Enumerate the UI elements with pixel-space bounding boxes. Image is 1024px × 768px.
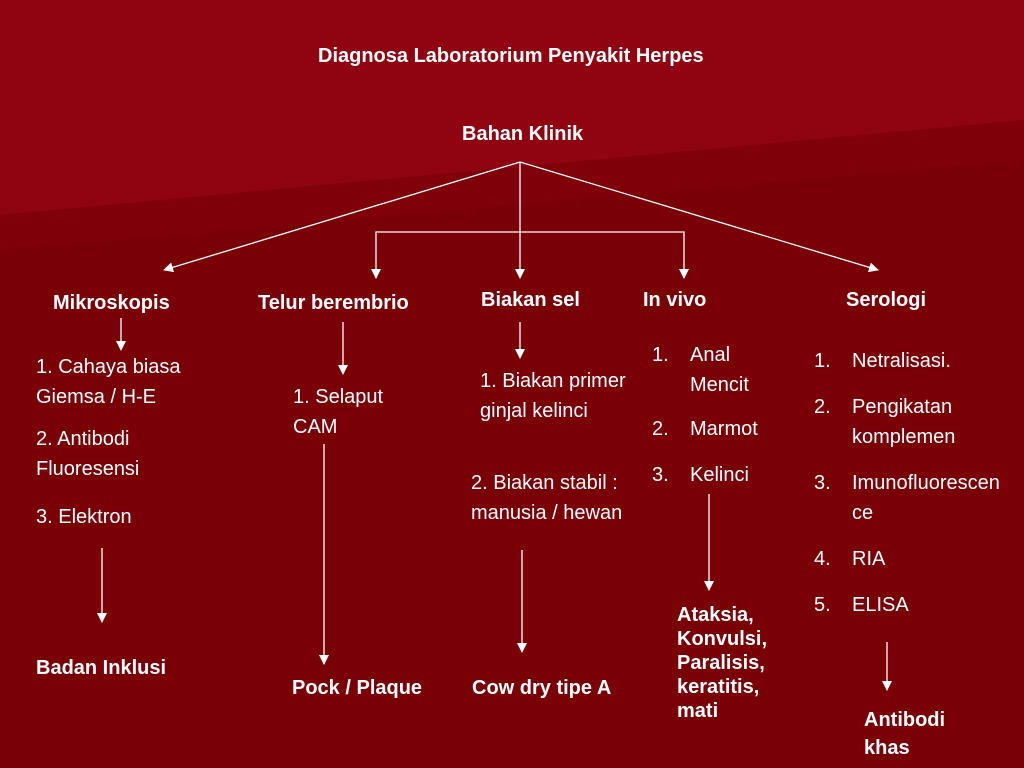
biakan-item-2: 2. Biakan stabil : manusia / hewan [471, 472, 623, 524]
telur-result: Pock / Plaque [292, 677, 423, 699]
list-item: 2. Pengikatan komplemen [814, 396, 956, 448]
header-serologi: Serologi [846, 289, 927, 311]
header-biakan-sel: Biakan sel [481, 289, 580, 311]
mikroskopis-item-1: 1. Cahaya biasa Giemsa / H-E [36, 356, 181, 408]
biakan-result: Cow dry tipe A [472, 677, 612, 699]
serologi-list [814, 346, 1010, 620]
mikroskopis-item-2: 2. Antibodi Fluoresensi [36, 428, 140, 480]
list-item: 1. Netralisasi. [814, 350, 951, 372]
list-item: 5. ELISA [814, 594, 909, 616]
list-item: 4. RIA [814, 548, 886, 570]
telur-item-1: 1. Selaput CAM [293, 386, 384, 438]
list-item: 3. Kelinci [652, 464, 749, 486]
list-item: 3. Imunofluorescence [814, 472, 1000, 524]
list-item: 1. Anal Mencit [652, 344, 749, 396]
list-item: 2. Marmot [652, 418, 758, 440]
mikroskopis-result: Badan Inklusi [36, 657, 167, 679]
invivo-list [652, 340, 792, 490]
biakan-item-1: 1. Biakan primer ginjal kelinci [480, 370, 626, 422]
connector-to-serologi [520, 162, 878, 270]
page-title: Diagnosa Laboratorium Penyakit Herpes [318, 45, 704, 67]
connector-bracket [376, 232, 684, 278]
connector-to-mikroskopis [164, 162, 520, 270]
serologi-result: Antibodi khas [864, 709, 946, 759]
header-mikroskopis: Mikroskopis [53, 292, 170, 314]
header-in-vivo: In vivo [643, 289, 707, 311]
root-node: Bahan Klinik [462, 123, 584, 145]
mikroskopis-item-3: 3. Elektron [36, 506, 132, 528]
header-telur-berembrio: Telur berembrio [258, 292, 409, 314]
invivo-result: Ataksia, Konvulsi, Paralisis, keratitis, mati [677, 604, 768, 722]
